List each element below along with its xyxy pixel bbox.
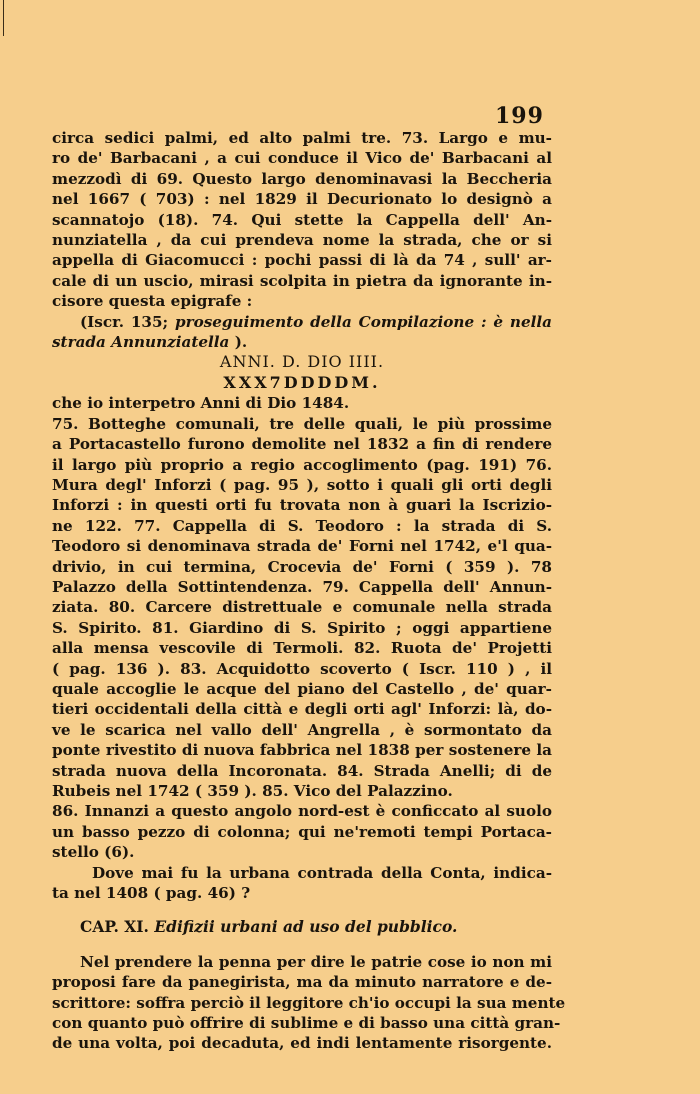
chapter-label: CAP. XI. <box>80 917 149 937</box>
text-line: proposi fare da panegirista, ma da minuto narratore e de- <box>52 973 552 992</box>
text-line: Teodoro si denominava strada de' Forni nel 1742, e'l qua- <box>52 537 552 556</box>
citation-italic: strada Annunziatella <box>52 333 230 352</box>
text-line: de una volta, poi decaduta, ed indi lentamente risorgente. <box>52 1034 552 1053</box>
text-line: ziata. 80. Carcere distrettuale e comunale nella strada <box>52 598 552 617</box>
text-line: 86. Innanzi a questo angolo nord-est è conficcato al suolo <box>52 802 552 821</box>
spacer <box>52 903 552 917</box>
text-line: ne 122. 77. Cappella di S. Teodoro : la strada di S. <box>52 516 552 535</box>
text-line: a Portacastello furono demolite nel 1832 a fin di rendere <box>52 435 552 454</box>
text-line: il largo più proprio a regio accoglimento (pag. 191) 76. <box>52 455 552 474</box>
text-line: nel 1667 ( 703) : nel 1829 il Decurionato lo designò a <box>52 190 552 209</box>
text-line: S. Spirito. 81. Giardino di S. Spirito ; oggi appartiene <box>52 618 552 637</box>
text-line: cisore questa epigrafe : <box>52 292 253 311</box>
text-line: tieri occidentali della città e degli orti agl' Inforzi: là, do- <box>52 700 552 719</box>
text-line: strada nuova della Incoronata. 84. Strada Anelli; di de <box>52 761 552 780</box>
text-line: scannatojo (18). 74. Qui stette la Cappella dell' An- <box>52 210 552 229</box>
text-line: cale di un uscio, mirasi scolpita in pietra da ignorante in- <box>52 271 552 290</box>
text-line: scrittore: soffra perciò il leggitore ch'io occupi la sua mente <box>52 993 566 1012</box>
text-line: ve le scarica nel vallo dell' Angrella , è sormontato da <box>52 720 552 739</box>
text-line: che io interpetro Anni di Dio 1484. <box>52 394 350 413</box>
text-line: Nel prendere la penna per dire le patrie cose io non mi <box>80 952 552 971</box>
inscription-line: XXX7DDDDM. <box>223 372 381 392</box>
text-line: stello (6). <box>52 843 135 862</box>
citation-prefix: (Iscr. 135; <box>80 312 175 331</box>
text-line: Rubeis nel 1742 ( 359 ). 85. Vico del Palazzino. <box>52 782 453 800</box>
citation-line <box>52 332 552 352</box>
text-line: un basso pezzo di colonna; qui ne'remoti tempi Portaca- <box>52 822 552 841</box>
text-line: drivio, in cui termina, Crocevia de' Forni ( 359 ). 78 <box>52 557 552 576</box>
citation-italic: proseguimento della Compilazione : è nella <box>174 312 552 331</box>
text-line: appella di Giacomucci : pochi passi di là da 74 , sull' ar- <box>52 251 552 270</box>
text-line: mezzodì di 69. Questo largo denominavasi la Beccheria <box>52 169 552 188</box>
text-line: ro de' Barbacani , a cui conduce il Vico de' Barbacani al <box>52 149 552 168</box>
text-line: Inforzi : in questi orti fu trovata non à guari la Iscrizio- <box>52 496 552 515</box>
spacer <box>52 938 552 952</box>
text-line: alla mensa vescovile di Termoli. 82. Ruota de' Projetti <box>52 639 552 658</box>
citation-suffix: ). <box>229 333 248 352</box>
text-line: 75. Botteghe comunali, tre delle quali, le più prossime <box>52 414 552 433</box>
page-edge-mark <box>3 0 4 36</box>
text-line: ( pag. 136 ). 83. Acquidotto scoverto ( Iscr. 110 ) , il <box>52 659 552 678</box>
inscription-line: ANNI. D. DIO IIII. <box>219 352 385 372</box>
text-line: ponte rivestito di nuova fabbrica nel 1838 per sostenere la <box>52 741 552 760</box>
chapter-heading <box>52 917 552 937</box>
text-line: Mura degl' Inforzi ( pag. 95 ), sotto i quali gli orti degli <box>52 475 552 494</box>
citation-line <box>52 312 552 332</box>
question-line: Dove mai fu la urbana contrada della Conta, indica- <box>92 863 552 882</box>
text-line: Palazzo della Sottintendenza. 79. Cappella dell' Annun- <box>52 577 552 596</box>
chapter-title: Edifizii urbani ad uso del pubblico. <box>154 917 458 937</box>
text-line: con quanto può offrire di sublime e di basso una città gran- <box>52 1014 561 1033</box>
text-line: circa sedici palmi, ed alto palmi tre. 73. Largo e mu- <box>52 129 552 147</box>
question-line: ta nel 1408 ( pag. 46) ? <box>52 884 251 903</box>
page-number: 199 <box>495 103 544 129</box>
page-body <box>52 128 566 1054</box>
text-line: nunziatella , da cui prendeva nome la strada, che or si <box>52 231 552 250</box>
text-line: quale accoglie le acque del piano del Castello , de' quar- <box>52 679 552 698</box>
